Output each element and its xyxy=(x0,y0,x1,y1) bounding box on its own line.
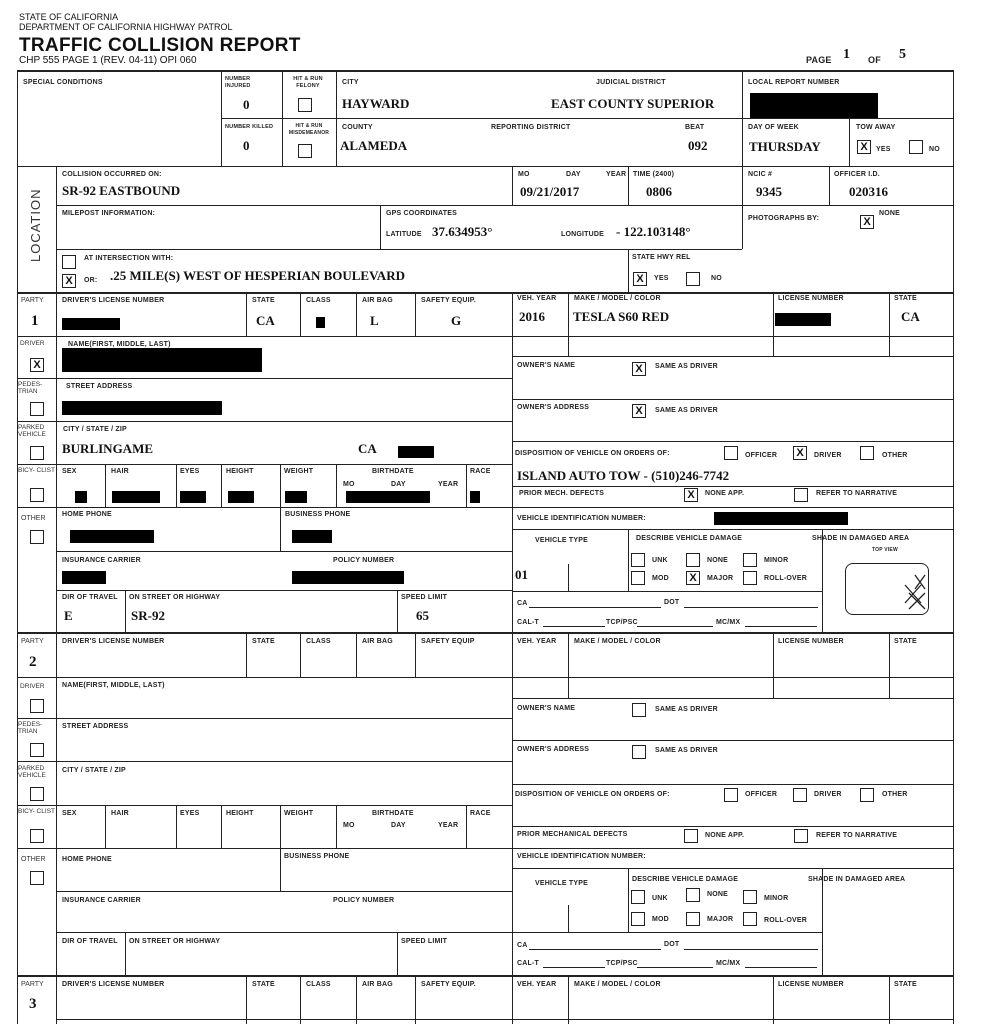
p1-insurance-redacted xyxy=(62,571,106,584)
officer-id-value: 020316 xyxy=(849,184,888,199)
judicial-district-label: JUDICIAL DISTRICT xyxy=(596,79,666,86)
p1-owners-address-same-label: SAME AS DRIVER xyxy=(655,407,718,414)
local-report-label: LOCAL REPORT NUMBER xyxy=(748,79,840,86)
p2-major-label: MAJOR xyxy=(707,916,734,923)
p2-pedestrian-label: PEDES- TRIAN xyxy=(18,721,43,735)
p1-none-app-label: NONE APP. xyxy=(705,490,745,497)
p1-owners-name-checkbox[interactable]: X xyxy=(632,362,646,376)
p2-refer-narrative-label: REFER TO NARRATIVE xyxy=(816,832,898,839)
occurred-on-label: COLLISION OCCURRED ON: xyxy=(62,171,162,178)
p3-class-label: CLASS xyxy=(306,981,331,988)
p2-prior-mech-label: PRIOR MECHANICAL DEFECTS xyxy=(517,831,628,838)
p1-license-redacted xyxy=(775,313,831,326)
state-hwy-no-checkbox[interactable] xyxy=(686,272,700,286)
p1-license-state-label: STATE xyxy=(894,295,917,302)
p1-bicyclist-label: BICY- CLIST xyxy=(18,467,55,474)
day-label: DAY xyxy=(566,171,581,178)
p1-none-checkbox[interactable] xyxy=(686,553,700,567)
latitude-label: LATITUDE xyxy=(386,231,422,238)
p3-make-label: MAKE / MODEL / COLOR xyxy=(574,981,661,988)
p2-veh-year-label: VEH. YEAR xyxy=(517,638,557,645)
p2-disp-officer-checkbox[interactable] xyxy=(724,788,738,802)
of-label: OF xyxy=(868,55,881,65)
p1-disp-driver-label: DRIVER xyxy=(814,452,842,459)
p2-bicyclist-checkbox[interactable] xyxy=(30,829,44,843)
p1-day-label: DAY xyxy=(391,481,406,488)
p2-policy-label: POLICY NUMBER xyxy=(333,897,395,904)
or-value: .25 MILE(S) WEST OF HESPERIAN BOULEVARD xyxy=(110,268,405,283)
p2-vehicle-type-label: VEHICLE TYPE xyxy=(535,880,588,887)
p2-state-label: STATE xyxy=(252,638,275,645)
p2-home-phone-label: HOME PHONE xyxy=(62,856,112,863)
p2-disp-officer-label: OFFICER xyxy=(745,791,778,798)
number-injured-value: 0 xyxy=(243,97,250,112)
p1-dir-label: DIR OF TRAVEL xyxy=(62,594,118,601)
p2-tcp-label: TCP/PSC xyxy=(606,960,638,967)
p1-refer-narrative-checkbox[interactable] xyxy=(794,488,808,502)
p1-driver-label: DRIVER xyxy=(20,340,45,347)
p1-rollover-checkbox[interactable] xyxy=(743,571,757,585)
intersection-label: AT INTERSECTION WITH: xyxy=(84,255,174,262)
p1-prior-mech-label: PRIOR MECH. DEFECTS xyxy=(519,490,605,497)
p2-owners-name-same-label: SAME AS DRIVER xyxy=(655,706,718,713)
p2-birthdate-label: BIRTHDATE xyxy=(372,810,414,817)
p1-safety-value: G xyxy=(451,313,462,328)
p1-business-phone-redacted xyxy=(292,530,332,543)
or-checkbox[interactable]: X xyxy=(62,274,76,288)
p1-minor-checkbox[interactable] xyxy=(743,553,757,567)
p2-other-label: OTHER xyxy=(21,856,46,863)
p1-policy-redacted xyxy=(292,571,404,584)
p1-veh-year-label: VEH. YEAR xyxy=(517,295,557,302)
p1-speed-value: 65 xyxy=(416,608,429,623)
party-3-number: 3 xyxy=(29,996,37,1012)
city-label: CITY xyxy=(342,79,359,86)
p2-day-label: DAY xyxy=(391,822,406,829)
p1-airbag-value: L xyxy=(370,313,379,328)
p1-rollover-label: ROLL-OVER xyxy=(764,575,808,582)
p1-owners-address-label: OWNER'S ADDRESS xyxy=(517,404,590,411)
p2-class-label: CLASS xyxy=(306,638,331,645)
p2-unk-label: UNK xyxy=(652,895,668,902)
p2-owners-address-checkbox[interactable] xyxy=(632,745,646,759)
p1-cal-t-label: CAL-T xyxy=(517,619,539,626)
p2-disp-other-label: OTHER xyxy=(882,791,908,798)
p1-name-label: NAME(FIRST, MIDDLE, LAST) xyxy=(68,341,171,348)
p1-birthdate-redacted xyxy=(346,491,430,503)
p1-license-state-value: CA xyxy=(901,309,920,324)
p1-other-label: OTHER xyxy=(21,515,46,522)
p1-vehicle-type-value: 01 xyxy=(515,567,528,582)
p2-unk-checkbox[interactable] xyxy=(631,890,645,904)
p3-license-label: LICENSE NUMBER xyxy=(778,981,844,988)
p2-none-app-label: NONE APP. xyxy=(705,832,745,839)
p1-dir-value: E xyxy=(64,608,73,623)
p1-disp-officer-label: OFFICER xyxy=(745,452,778,459)
p1-street-redacted xyxy=(62,401,222,415)
p1-on-street-value: SR-92 xyxy=(131,608,165,623)
p1-make-value: TESLA S60 RED xyxy=(573,309,670,324)
p2-disp-driver-label: DRIVER xyxy=(814,791,842,798)
p2-dl-label: DRIVER'S LICENSE NUMBER xyxy=(62,638,165,645)
p1-eyes-redacted xyxy=(180,491,206,503)
p2-bicyclist-label: BICY- CLIST xyxy=(18,808,55,815)
p2-disp-driver-checkbox[interactable] xyxy=(793,788,807,802)
page-total: 5 xyxy=(899,47,906,62)
p1-state-label: STATE xyxy=(252,297,275,304)
page-title: TRAFFIC COLLISION REPORT xyxy=(19,35,301,56)
beat-value: 092 xyxy=(688,138,708,153)
p2-shade-label: SHADE IN DAMAGED AREA xyxy=(808,876,906,883)
p1-disposition-value: ISLAND AUTO TOW - (510)246-7742 xyxy=(517,468,730,483)
p3-state-label: STATE xyxy=(252,981,275,988)
p1-vehicle-type-label: VEHICLE TYPE xyxy=(535,537,588,544)
p1-pedestrian-checkbox[interactable] xyxy=(30,402,44,416)
p2-mo-label: MO xyxy=(343,822,355,829)
latitude-value: 37.634953° xyxy=(432,224,493,239)
p2-none-checkbox[interactable] xyxy=(686,888,700,902)
p1-home-phone-label: HOME PHONE xyxy=(62,511,112,518)
p2-race-label: RACE xyxy=(470,810,491,817)
p2-eyes-label: EYES xyxy=(180,810,200,817)
p1-hair-label: HAIR xyxy=(111,468,129,475)
p1-zip-redacted xyxy=(398,446,434,458)
beat-label: BEAT xyxy=(685,124,705,131)
p2-rollover-label: ROLL-OVER xyxy=(764,917,808,924)
p1-race-redacted xyxy=(470,491,480,503)
p2-rollover-checkbox[interactable] xyxy=(743,912,757,926)
p1-top-view-label: TOP VIEW xyxy=(872,547,898,553)
p1-name-redacted xyxy=(62,348,262,372)
p2-city-label: CITY / STATE / ZIP xyxy=(62,767,126,774)
day-of-week-label: DAY OF WEEK xyxy=(748,124,799,131)
p2-vin-label: VEHICLE IDENTIFICATION NUMBER: xyxy=(517,853,646,860)
p2-year-label: YEAR xyxy=(438,822,459,829)
p2-owners-address-same-label: SAME AS DRIVER xyxy=(655,747,718,754)
redacted-report-number xyxy=(750,93,878,118)
p2-name-label: NAME(FIRST, MIDDLE, LAST) xyxy=(62,682,165,689)
longitude-value: - 122.103148° xyxy=(616,224,691,239)
p2-insurance-label: INSURANCE CARRIER xyxy=(62,897,141,904)
p2-other-checkbox[interactable] xyxy=(30,871,44,885)
p2-owners-name-label: OWNER'S NAME xyxy=(517,705,576,712)
p2-major-checkbox[interactable] xyxy=(686,912,700,926)
p2-safety-label: SAFETY EQUIP xyxy=(421,638,475,645)
state-hwy-no-label: NO xyxy=(711,275,722,282)
p1-mod-checkbox[interactable] xyxy=(631,571,645,585)
county-value: ALAMEDA xyxy=(340,138,408,153)
p1-speed-label: SPEED LIMIT xyxy=(401,594,448,601)
day-of-week-value: THURSDAY xyxy=(749,139,821,154)
p1-dl-redacted xyxy=(62,318,120,330)
p1-weight-redacted xyxy=(285,491,307,503)
p2-minor-label: MINOR xyxy=(764,895,789,902)
time-value: 0806 xyxy=(646,184,672,199)
year-label: YEAR xyxy=(606,171,627,178)
p2-none-app-checkbox[interactable] xyxy=(684,829,698,843)
p2-refer-narrative-checkbox[interactable] xyxy=(794,829,808,843)
p1-parked-label: PARKED VEHICLE xyxy=(18,424,46,438)
p1-dot-label: DOT xyxy=(664,599,680,606)
p2-business-phone-label: BUSINESS PHONE xyxy=(284,853,350,860)
p3-airbag-label: AIR BAG xyxy=(362,981,393,988)
p1-parked-checkbox[interactable] xyxy=(30,446,44,460)
state-hwy-yes-label: YES xyxy=(654,275,669,282)
p2-parked-checkbox[interactable] xyxy=(30,787,44,801)
p1-other-checkbox[interactable] xyxy=(30,530,44,544)
p1-hair-redacted xyxy=(112,491,160,503)
p1-major-label: MAJOR xyxy=(707,575,734,582)
p1-mod-label: MOD xyxy=(652,575,669,582)
tow-yes-checkbox[interactable]: X xyxy=(857,140,871,154)
number-injured-label: NUMBER INJURED xyxy=(225,76,251,89)
p1-race-label: RACE xyxy=(470,468,491,475)
p2-mod-label: MOD xyxy=(652,916,669,923)
p2-sex-label: SEX xyxy=(62,810,77,817)
number-killed-value: 0 xyxy=(243,138,250,153)
occurred-on-value: SR-92 EASTBOUND xyxy=(62,183,181,198)
p1-disp-other-label: OTHER xyxy=(882,452,908,459)
p2-none-label: NONE xyxy=(707,891,729,898)
p1-describe-damage-label: DESCRIBE VEHICLE DAMAGE xyxy=(636,535,743,542)
ncic-label: NCIC # xyxy=(748,171,773,178)
party-1-number: 1 xyxy=(31,313,39,329)
p1-pedestrian-label: PEDES- TRIAN xyxy=(18,381,43,395)
p1-mc-label: MC/MX xyxy=(716,619,741,626)
p1-vin-label: VEHICLE IDENTIFICATION NUMBER: xyxy=(517,515,646,522)
officer-id-label: OFFICER I.D. xyxy=(834,171,880,178)
p1-sex-label: SEX xyxy=(62,468,77,475)
p1-dl-state: CA xyxy=(256,313,275,328)
p1-veh-year-value: 2016 xyxy=(519,309,545,324)
p2-street-label: STREET ADDRESS xyxy=(62,723,129,730)
p1-owners-name-label: OWNER'S NAME xyxy=(517,362,576,369)
mo-label: MO xyxy=(518,171,530,178)
p2-mod-checkbox[interactable] xyxy=(631,912,645,926)
p1-refer-narrative-label: REFER TO NARRATIVE xyxy=(816,490,898,497)
form-id: CHP 555 PAGE 1 (REV. 04-11) OPI 060 xyxy=(19,55,197,66)
p1-mo-label: MO xyxy=(343,481,355,488)
p1-year-label: YEAR xyxy=(438,481,459,488)
p1-safety-label: SAFETY EQUIP. xyxy=(421,297,476,304)
p2-owners-address-label: OWNER'S ADDRESS xyxy=(517,746,590,753)
hit-run-misd-label: HIT & RUN MISDEMEANOR xyxy=(288,123,330,136)
p2-owners-name-checkbox[interactable] xyxy=(632,703,646,717)
p1-bicyclist-checkbox[interactable] xyxy=(30,488,44,502)
p1-on-street-label: ON STREET OR HIGHWAY xyxy=(129,594,221,601)
p1-city-value: BURLINGAME xyxy=(62,441,154,456)
p1-owners-name-same-label: SAME AS DRIVER xyxy=(655,363,718,370)
p2-dir-label: DIR OF TRAVEL xyxy=(62,938,118,945)
p1-class-redacted xyxy=(316,317,325,328)
p1-disp-officer-checkbox[interactable] xyxy=(724,446,738,460)
p3-dl-label: DRIVER'S LICENSE NUMBER xyxy=(62,981,165,988)
p3-safety-label: SAFETY EQUIP. xyxy=(421,981,476,988)
p2-driver-label: DRIVER xyxy=(20,683,45,690)
ncic-value: 9345 xyxy=(756,184,782,199)
p1-unk-checkbox[interactable] xyxy=(631,553,645,567)
p1-disposition-label: DISPOSITION OF VEHICLE ON ORDERS OF: xyxy=(515,450,670,457)
judicial-district-value: EAST COUNTY SUPERIOR xyxy=(551,96,715,111)
p2-weight-label: WEIGHT xyxy=(284,810,314,817)
p1-owners-address-checkbox[interactable]: X xyxy=(632,404,646,418)
p2-parked-label: PARKED VEHICLE xyxy=(18,765,46,779)
p2-ca-label: CA xyxy=(517,942,528,949)
party-1-label: PARTY xyxy=(21,297,44,304)
p2-hair-label: HAIR xyxy=(111,810,129,817)
p3-veh-year-label: VEH. YEAR xyxy=(517,981,557,988)
p2-height-label: HEIGHT xyxy=(226,810,254,817)
tow-yes-label: YES xyxy=(876,146,891,153)
tow-no-checkbox[interactable] xyxy=(909,140,923,154)
p1-none-app-checkbox[interactable]: X xyxy=(684,488,698,502)
p1-dl-label: DRIVER'S LICENSE NUMBER xyxy=(62,297,165,304)
p2-pedestrian-checkbox[interactable] xyxy=(30,743,44,757)
p2-airbag-label: AIR BAG xyxy=(362,638,393,645)
p1-disp-driver-checkbox[interactable]: X xyxy=(793,446,807,460)
p1-city-label: CITY / STATE / ZIP xyxy=(63,426,127,433)
p2-speed-label: SPEED LIMIT xyxy=(401,938,448,945)
p1-insurance-label: INSURANCE CARRIER xyxy=(62,557,141,564)
p1-eyes-label: EYES xyxy=(180,468,200,475)
p2-minor-checkbox[interactable] xyxy=(743,890,757,904)
p1-class-label: CLASS xyxy=(306,297,331,304)
p1-city-state: CA xyxy=(358,441,377,456)
intersection-checkbox[interactable] xyxy=(62,255,76,269)
location-side-label: LOCATION xyxy=(28,188,43,262)
p2-make-label: MAKE / MODEL / COLOR xyxy=(574,638,661,645)
p1-make-label: MAKE / MODEL / COLOR xyxy=(574,295,661,302)
p1-street-label: STREET ADDRESS xyxy=(66,383,133,390)
longitude-label: LONGITUDE xyxy=(561,231,605,238)
p1-weight-label: WEIGHT xyxy=(284,468,314,475)
state-hwy-yes-checkbox[interactable]: X xyxy=(633,272,647,286)
photographs-label: PHOTOGRAPHS BY: xyxy=(748,215,820,222)
p1-sex-redacted xyxy=(75,491,87,503)
page-number: 1 xyxy=(843,47,850,62)
photos-none-checkbox[interactable]: X xyxy=(860,215,874,229)
time-label: TIME (2400) xyxy=(633,171,675,178)
milepost-label: MILEPOST INFORMATION: xyxy=(62,210,156,217)
party-2-label: PARTY xyxy=(21,638,44,645)
reporting-district-label: REPORTING DISTRICT xyxy=(491,124,571,131)
gps-label: GPS COORDINATES xyxy=(386,210,457,217)
p2-license-state-label: STATE xyxy=(894,638,917,645)
p2-describe-damage-label: DESCRIBE VEHICLE DAMAGE xyxy=(632,876,739,883)
county-label: COUNTY xyxy=(342,124,373,131)
p1-minor-label: MINOR xyxy=(764,557,789,564)
p2-on-street-label: ON STREET OR HIGHWAY xyxy=(129,938,221,945)
p2-disp-other-checkbox[interactable] xyxy=(860,788,874,802)
p2-disposition-label: DISPOSITION OF VEHICLE ON ORDERS OF: xyxy=(515,791,670,798)
p2-cal-t-label: CAL-T xyxy=(517,960,539,967)
tow-away-label: TOW AWAY xyxy=(856,124,896,131)
p1-height-redacted xyxy=(228,491,254,503)
date-value: 09/21/2017 xyxy=(520,184,580,199)
department-header: DEPARTMENT OF CALIFORNIA HIGHWAY PATROL xyxy=(19,22,233,32)
state-header: STATE OF CALIFORNIA xyxy=(19,12,119,22)
p1-birthdate-label: BIRTHDATE xyxy=(372,468,414,475)
p1-major-checkbox[interactable]: X xyxy=(686,571,700,585)
hit-run-felony-checkbox[interactable] xyxy=(298,98,312,112)
p1-disp-other-checkbox[interactable] xyxy=(860,446,874,460)
p1-ca-label: CA xyxy=(517,600,528,607)
p1-driver-checkbox[interactable]: X xyxy=(30,358,44,372)
p1-none-label: NONE xyxy=(707,557,729,564)
p1-airbag-label: AIR BAG xyxy=(362,297,393,304)
p1-unk-label: UNK xyxy=(652,557,668,564)
p1-vehicle-diagram xyxy=(845,563,929,615)
tow-no-label: NO xyxy=(929,146,940,153)
p2-mc-label: MC/MX xyxy=(716,960,741,967)
state-hwy-label: STATE HWY REL xyxy=(632,254,691,261)
p1-shade-label: SHADE IN DAMAGED AREA xyxy=(812,535,910,542)
p1-height-label: HEIGHT xyxy=(226,468,254,475)
p1-policy-label: POLICY NUMBER xyxy=(333,557,395,564)
photos-none-label: NONE xyxy=(879,210,901,217)
p1-home-phone-redacted xyxy=(70,530,154,543)
p2-dot-label: DOT xyxy=(664,941,680,948)
p3-license-state-label: STATE xyxy=(894,981,917,988)
hit-run-felony-label: HIT & RUN FELONY xyxy=(293,76,323,89)
p1-vin-redacted xyxy=(714,512,848,525)
party-3-label: PARTY xyxy=(21,981,44,988)
page-label: PAGE xyxy=(806,55,832,65)
damage-marks-icon xyxy=(845,563,927,613)
p1-business-phone-label: BUSINESS PHONE xyxy=(285,511,351,518)
special-conditions-label: SPECIAL CONDITIONS xyxy=(23,79,103,86)
city-value: HAYWARD xyxy=(342,96,410,111)
p1-license-label: LICENSE NUMBER xyxy=(778,295,844,302)
p2-driver-checkbox[interactable] xyxy=(30,699,44,713)
p1-tcp-label: TCP/PSC xyxy=(606,619,638,626)
party-2-number: 2 xyxy=(29,654,37,670)
or-label: OR: xyxy=(84,277,98,284)
number-killed-label: NUMBER KILLED xyxy=(225,124,274,130)
hit-run-misd-checkbox[interactable] xyxy=(298,144,312,158)
p2-license-label: LICENSE NUMBER xyxy=(778,638,844,645)
